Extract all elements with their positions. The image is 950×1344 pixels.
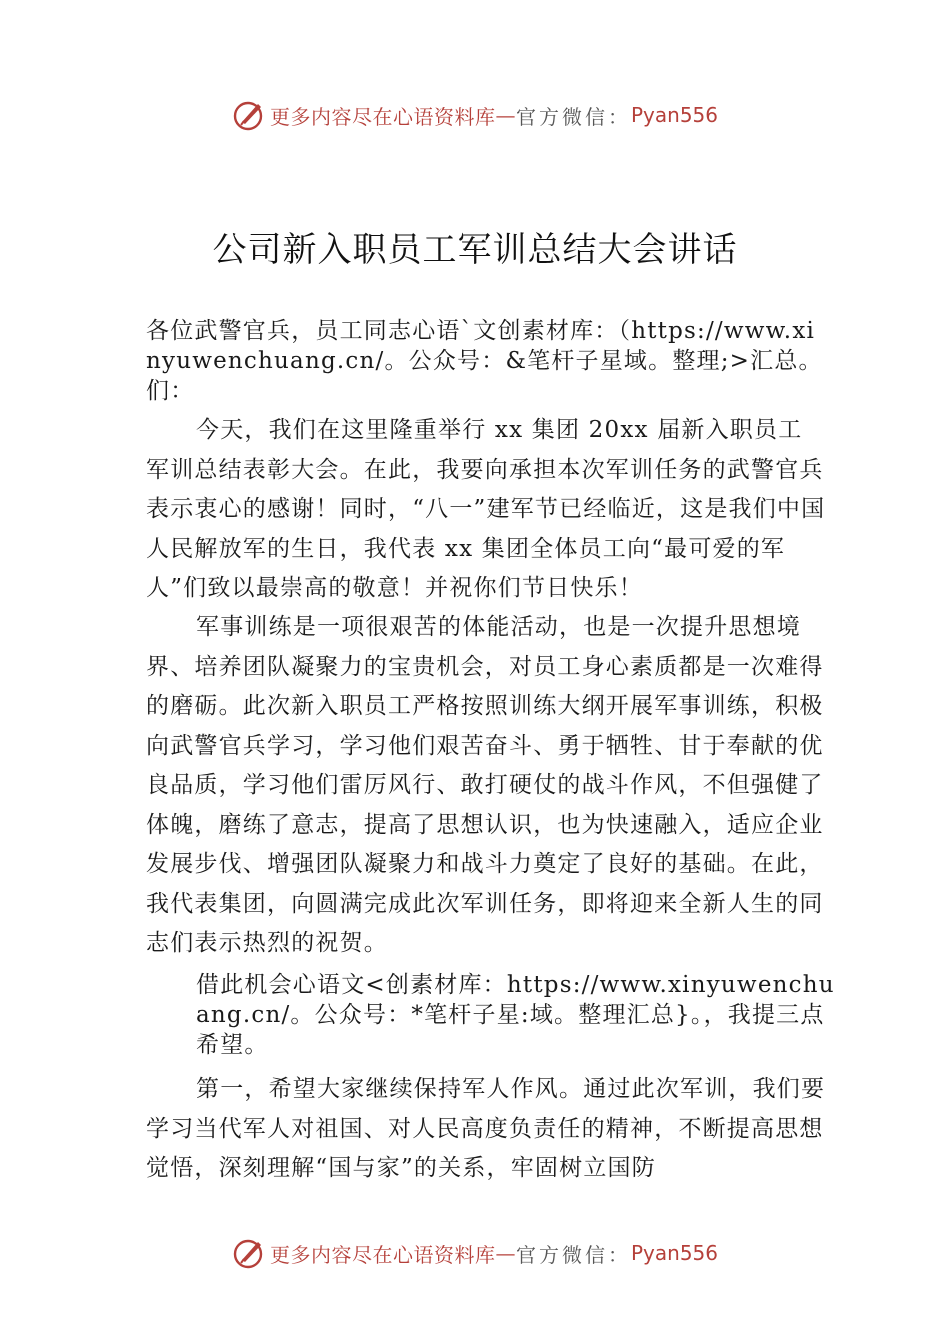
body-section-1 <box>146 411 826 609</box>
header-banner <box>0 95 950 135</box>
quill-seal-logo-icon <box>232 1236 266 1270</box>
paragraph-salutation: 各位武警官兵，员工同志心语`文创素材库：（https://www.xinyuwenchuang.cn/。公众号：&笔杆子星域。整理;>汇总。们： <box>146 318 823 404</box>
body-section-4 <box>146 1070 826 1189</box>
body-section-3 <box>146 970 836 1060</box>
paragraph-first-hope: 第一，希望大家继续保持军人作风。通过此次军训，我们要学习当代军人对祖国、对人民高度负责任的精神，不断提高思想觉悟，深刻理解“国与家”的关系，牢固树立国防 <box>146 1076 826 1181</box>
paragraph-hopes-intro: 借此机会心语文<创素材库：https://www.xinyuwenchuang.cn/。公众号：*笔杆子星:域。整理汇总}。，我提三点希望。 <box>196 972 835 1058</box>
banner-wechat-handle: Pyan556 <box>630 103 718 127</box>
banner-wechat-label: 官方微信： <box>515 1242 631 1267</box>
paragraph-training: 军事训练是一项很艰苦的体能活动，也是一次提升思想境界、培养团队凝聚力的宝贵机会，对员工身心素质都是一次难得的磨砺。此次新入职员工严格按照训练大纲开展军事训练，积极向武警官兵学习，学习他们艰苦奋斗、勇于牺牲、甘于奉献的优良品质，学习他们雷厉风行、敢打硬仗的战斗作风，不但强健了体魄，磨练了意志，提高了思想认识，也为快速融入，适应企业发展步伐、增强团队凝聚力和战斗力奠定了良好的基础。在此，我代表集团，向圆满完成此次军训任务，即将迎来全新人生的同志们表示热烈的祝贺。 <box>146 614 824 956</box>
banner-brand-text: 更多内容尽在心语资料库 <box>269 1242 496 1267</box>
salutation-paragraph <box>146 316 826 406</box>
banner-separator: — <box>495 103 516 127</box>
quill-seal-logo-icon <box>232 98 266 132</box>
banner-wechat-handle: Pyan556 <box>630 1241 718 1265</box>
footer-banner <box>0 1233 950 1273</box>
banner-brand-text: 更多内容尽在心语资料库 <box>269 104 496 129</box>
body-section-2 <box>146 608 826 964</box>
banner-wechat-label: 官方微信： <box>515 104 631 129</box>
banner-separator: — <box>495 1241 516 1265</box>
paragraph-opening: 今天，我们在这里隆重举行 xx 集团 20xx 届新入职员工军训总结表彰大会。在此，我要向承担本次军训任务的武警官兵表示衷心的感谢！同时，“八一”建军节已经临近，这是我们中国人民解放军的生日，我代表 xx 集团全体员工向“最可爱的军人”们致以最崇高的敬意！并祝你们节日快乐！ <box>146 417 826 601</box>
document-title: 公司新入职员工军训总结大会讲话 <box>212 230 738 270</box>
